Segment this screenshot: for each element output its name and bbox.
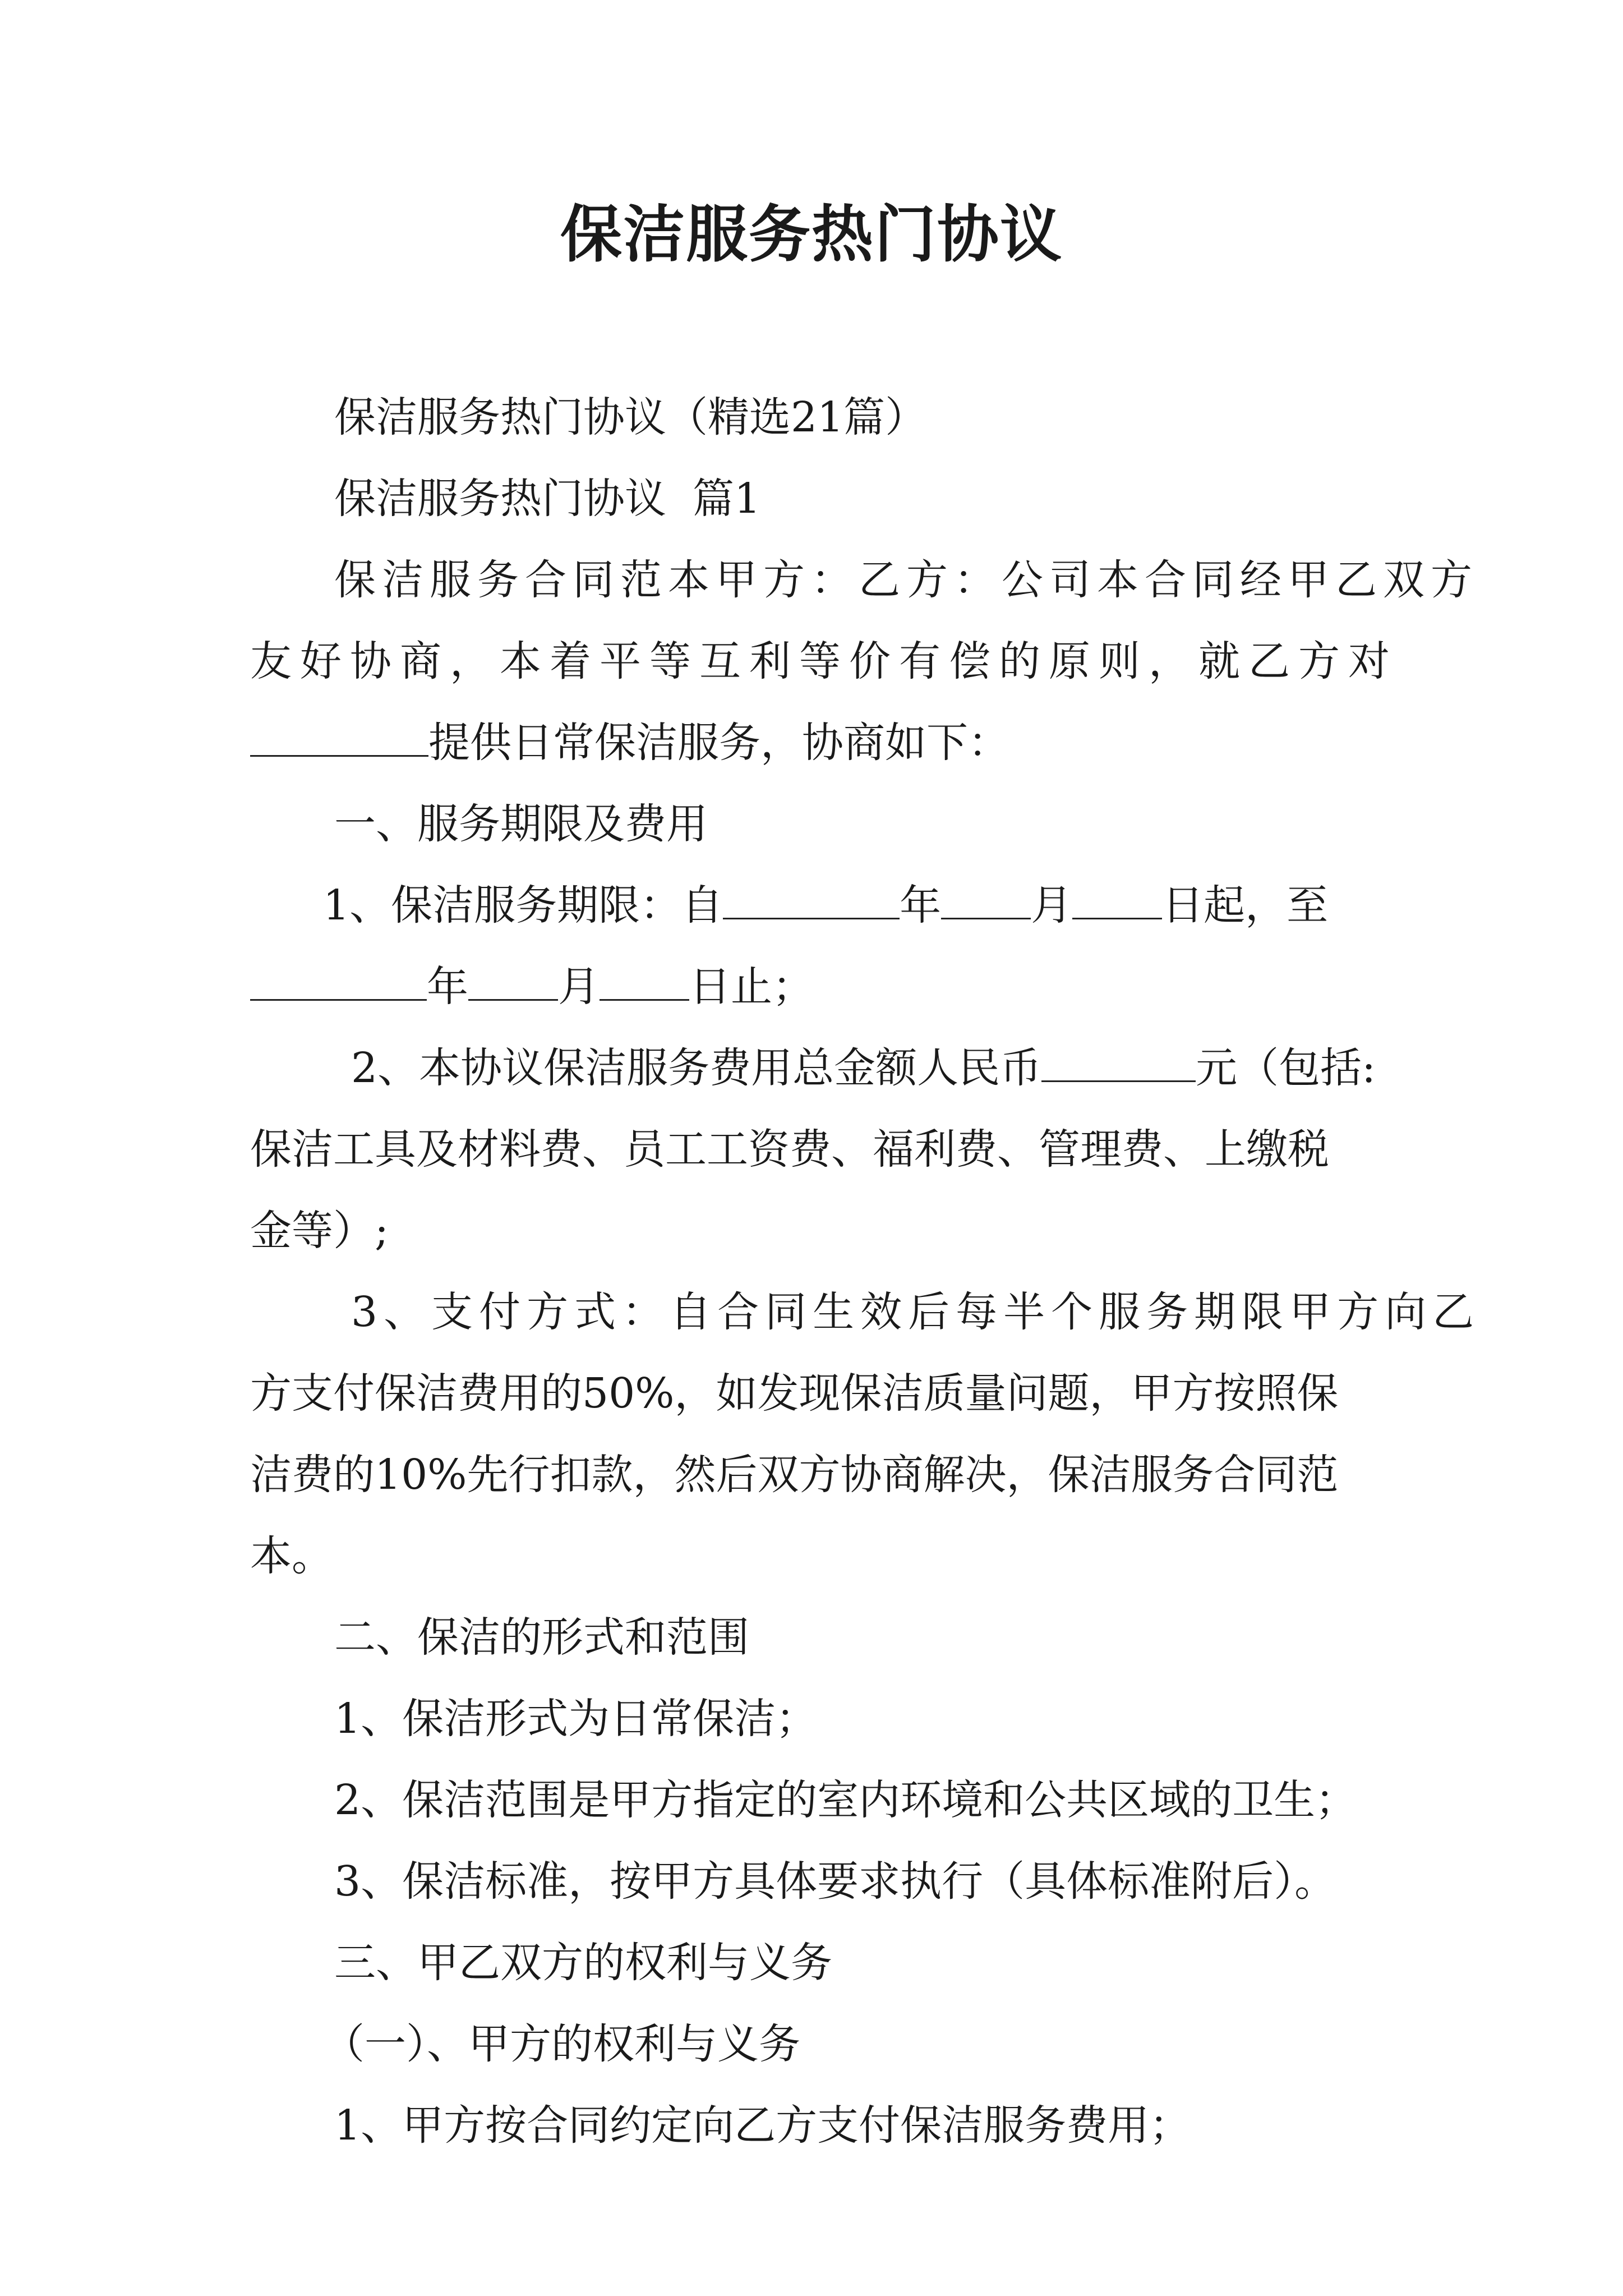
document-title: 保洁服务热门协议 bbox=[560, 198, 1063, 270]
paragraph-line: 友好协商，本着平等互利等价有偿的原则，就乙方对 bbox=[250, 637, 1398, 685]
line-text: 月 bbox=[558, 963, 600, 1011]
paragraph-line: 3、保洁标准，按甲方具体要求执行（具体标准附后）。 bbox=[334, 1857, 1336, 1906]
paragraph-line: 2、保洁范围是甲方指定的室内环境和公共区域的卫生； bbox=[334, 1776, 1357, 1824]
section-heading: 三、甲乙双方的权利与义务 bbox=[334, 1939, 832, 1987]
paragraph-line: 方支付保洁费用的50%，如发现保洁质量问题，甲方按照保 bbox=[250, 1369, 1339, 1418]
fill-in-blank bbox=[600, 965, 689, 1001]
paragraph-line: 3、支付方式：自合同生效后每半个服务期限甲方向乙 bbox=[351, 1288, 1481, 1336]
paragraph-line: 1、甲方按合同约定向乙方支付保洁服务费用； bbox=[334, 2101, 1191, 2150]
line-text: 1、保洁服务期限：自 bbox=[323, 881, 723, 930]
section-heading: 一、服务期限及费用 bbox=[334, 800, 708, 848]
paragraph-line: 保洁服务合同范本甲方：乙方：公司本合同经甲乙双方 bbox=[334, 556, 1478, 604]
paragraph-line bbox=[250, 946, 1383, 1028]
fill-in-blank bbox=[250, 965, 427, 1001]
paragraph-line bbox=[250, 865, 1383, 946]
fill-in-blank bbox=[1041, 1047, 1196, 1082]
document-body bbox=[250, 377, 1481, 2166]
paragraph-line: 保洁工具及材料费、员工工资费、福利费、管理费、上缴税 bbox=[250, 1125, 1329, 1174]
paragraph-line bbox=[250, 1028, 1383, 1109]
line-text: 元（包括: bbox=[1196, 1044, 1376, 1092]
fill-in-blank bbox=[941, 884, 1031, 919]
line-text: 月 bbox=[1031, 881, 1073, 930]
fill-in-blank bbox=[468, 965, 558, 1001]
section-heading: 二、保洁的形式和范围 bbox=[334, 1613, 749, 1662]
subsection-heading: （一）、甲方的权利与义务 bbox=[323, 2020, 800, 2068]
fill-in-blank bbox=[250, 721, 428, 757]
line-text: 日起，至 bbox=[1162, 881, 1329, 930]
paragraph-line: 金等）; bbox=[250, 1207, 389, 1255]
paragraph-line: 洁费的10%先行扣款，然后双方协商解决，保洁服务合同范 bbox=[250, 1451, 1339, 1499]
line-text: 日止； bbox=[689, 963, 814, 1011]
line-text: 年 bbox=[900, 881, 942, 930]
line-text: 年 bbox=[427, 963, 468, 1011]
fill-in-blank bbox=[723, 884, 900, 919]
paragraph-line bbox=[250, 702, 1383, 784]
fill-in-blank bbox=[1072, 884, 1162, 919]
line-text: 提供日常保洁服务，协商如下： bbox=[428, 719, 1009, 767]
line-text: 2、本协议保洁服务费用总金额人民币 bbox=[351, 1044, 1042, 1092]
subtitle-line: 保洁服务热门协议（精选21篇） bbox=[334, 393, 927, 441]
section-heading: 保洁服务热门协议 篇1 bbox=[334, 475, 761, 523]
paragraph-line: 本。 bbox=[250, 1532, 333, 1580]
paragraph-line: 1、保洁形式为日常保洁； bbox=[334, 1695, 818, 1743]
